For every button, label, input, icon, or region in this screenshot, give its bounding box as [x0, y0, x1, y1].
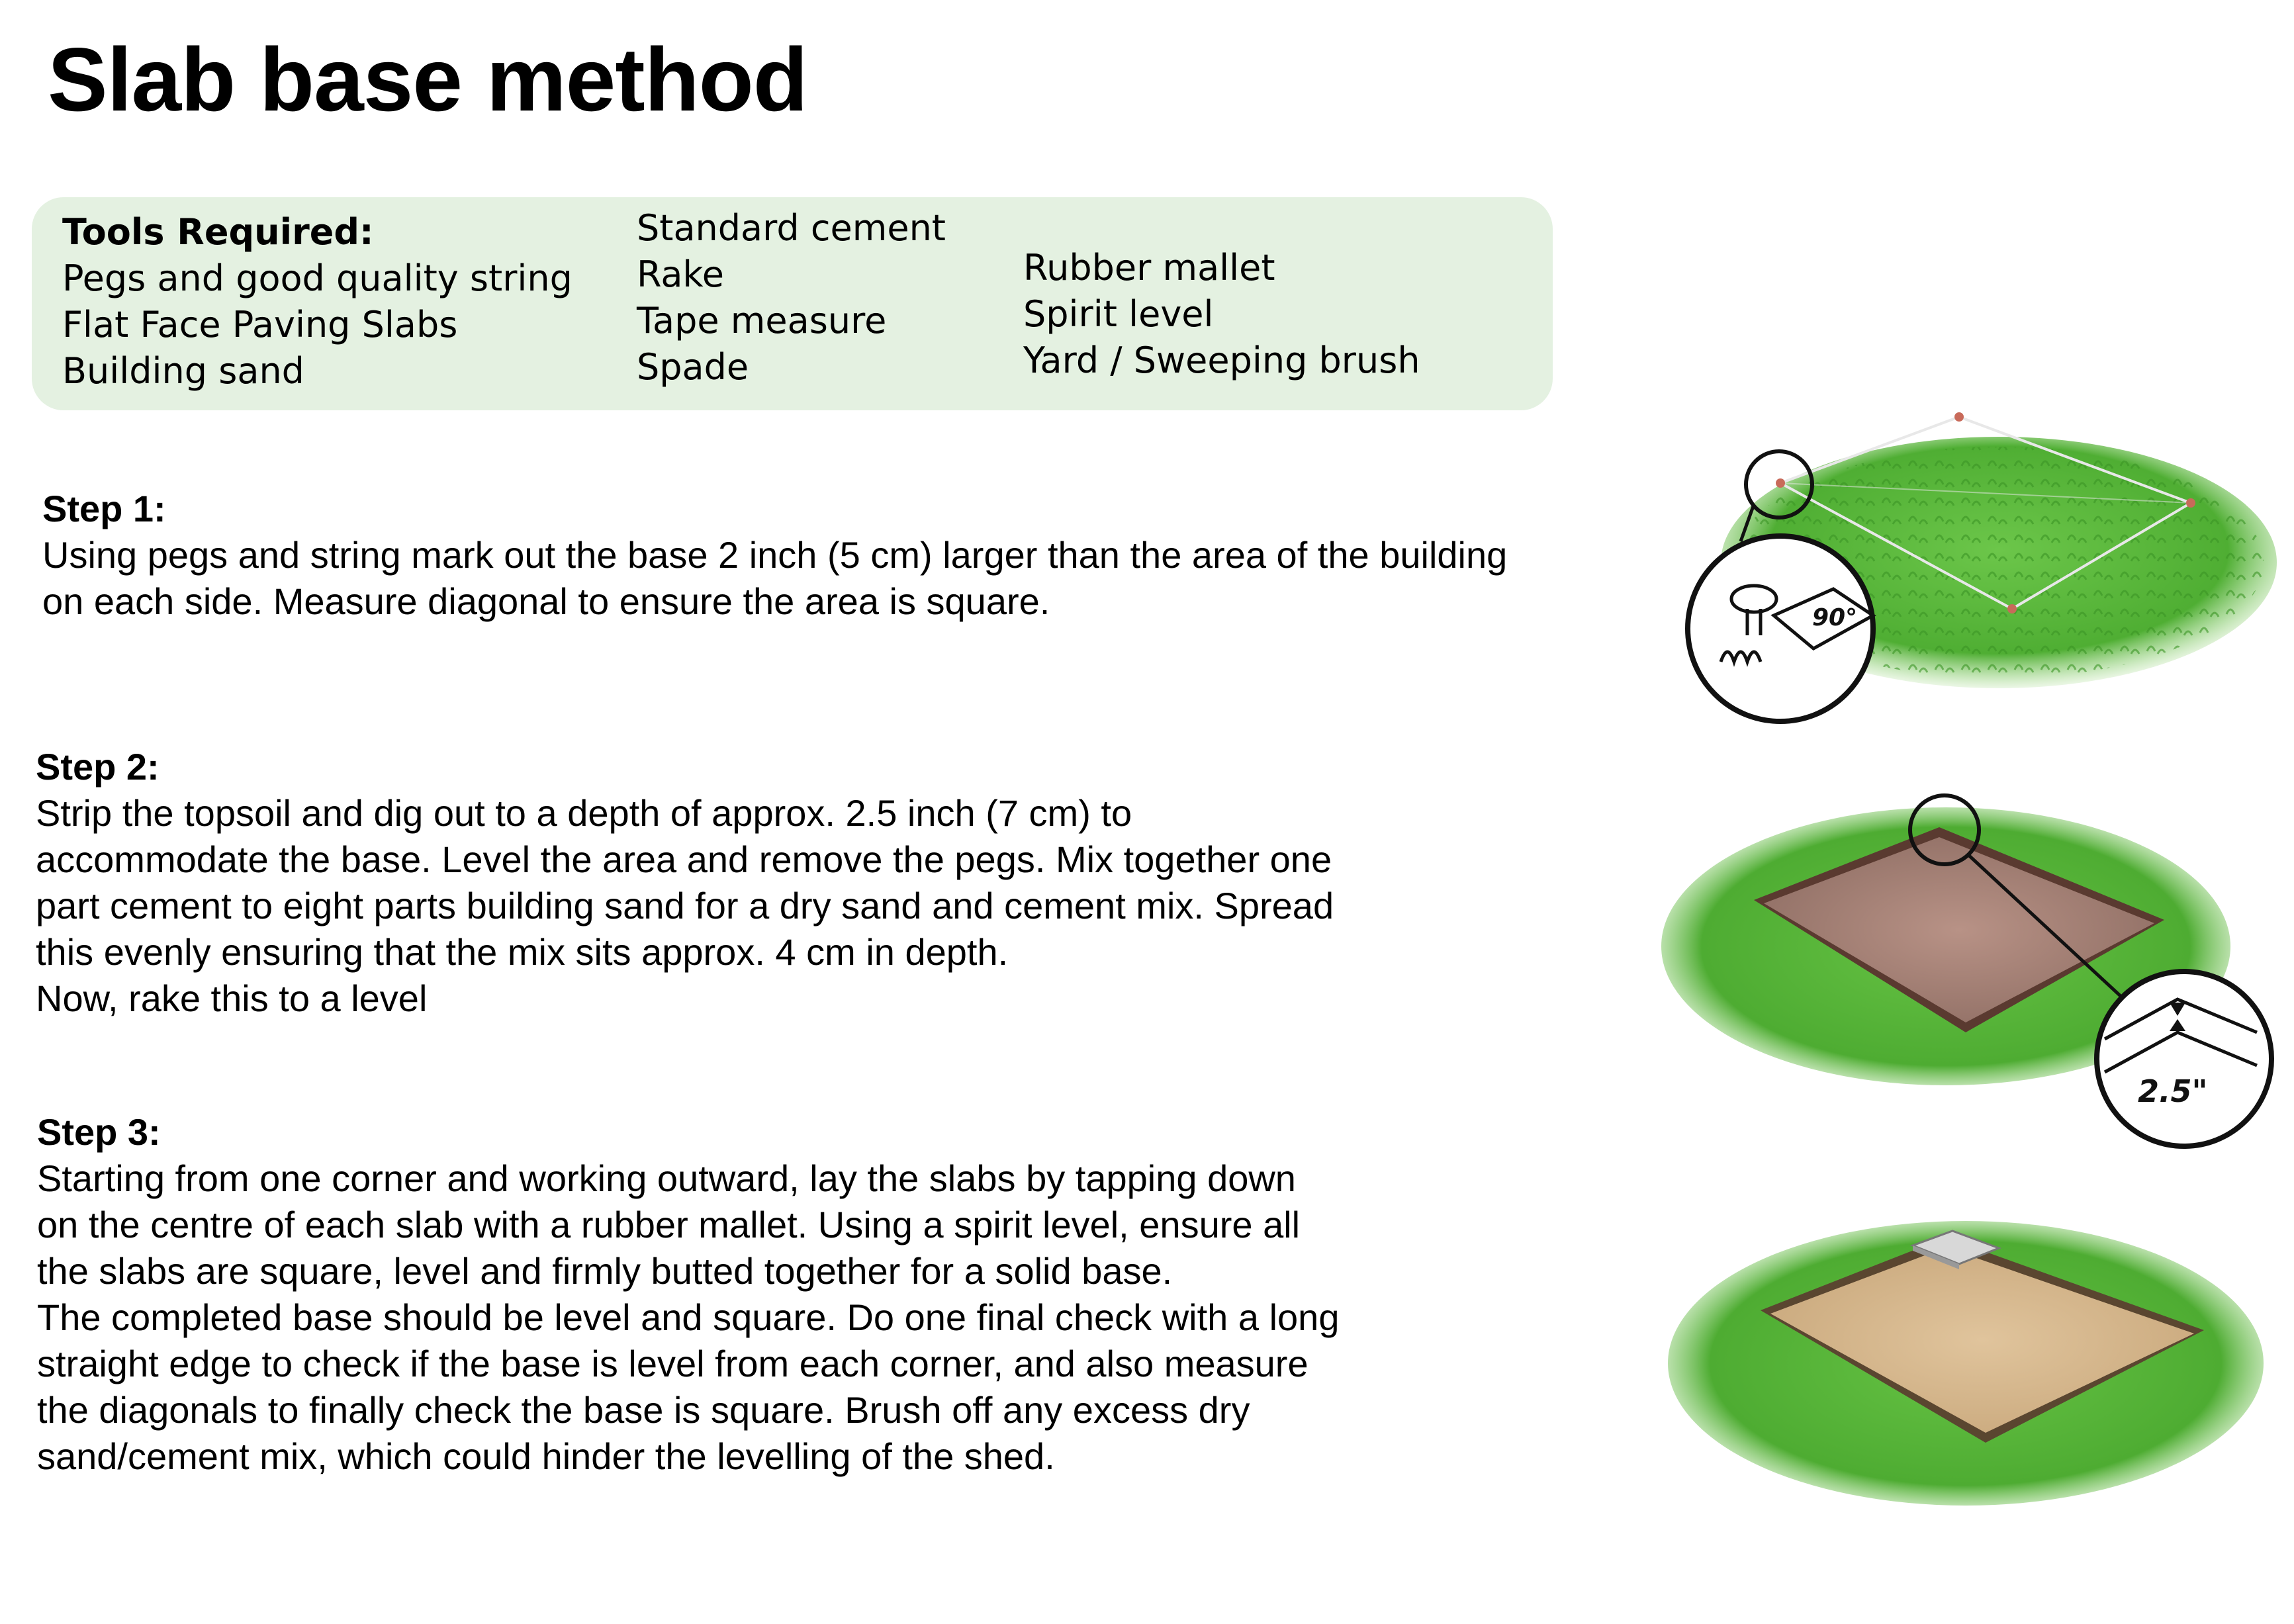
step-heading: Step 3:: [37, 1111, 161, 1153]
step-2: [36, 744, 1334, 1022]
step-line: accommodate the base. Level the area and remove the pegs. Mix together one: [36, 838, 1332, 880]
step-line: Now, rake this to a level: [36, 977, 428, 1019]
step-line: on the centre of each slab with a rubber mallet. Using a spirit level, ensure all: [37, 1204, 1301, 1245]
step3-illustration: [1655, 1198, 2290, 1542]
tool-item: Tape measure: [637, 300, 887, 341]
step-3: [37, 1109, 1339, 1480]
step-line: The completed base should be level and square. Do one final check with a long: [37, 1296, 1340, 1338]
tool-item: Building sand: [62, 350, 304, 392]
step-line: this evenly ensuring that the mix sits approx. 4 cm in depth.: [36, 931, 1009, 973]
step-heading: Step 1:: [42, 488, 166, 529]
step1-illustration: [1668, 397, 2277, 741]
tool-item: Standard cement: [637, 207, 946, 249]
step-1: [42, 486, 1507, 625]
step-line: on each side. Measure diagonal to ensure the area is square.: [42, 580, 1050, 622]
step-line: straight edge to check if the base is level from each corner, and also measure: [37, 1343, 1308, 1384]
depth-label: 2.5": [2138, 1073, 2208, 1109]
tools-required-panel: [32, 197, 1553, 410]
tool-item: Spade: [637, 346, 749, 388]
step-line: the slabs are square, level and firmly butted together for a solid base.: [37, 1250, 1173, 1292]
peg: [2186, 498, 2195, 508]
step-heading: Step 2:: [36, 746, 160, 788]
step-line: the diagonals to finally check the base is square. Brush off any excess dry: [37, 1389, 1250, 1431]
step-line: part cement to eight parts building sand for a dry sand and cement mix. Spread: [36, 885, 1334, 926]
peg: [1776, 478, 1785, 488]
step-line: sand/cement mix, which could hinder the levelling of the shed.: [37, 1435, 1055, 1477]
tools-column-2: [637, 205, 946, 390]
peg: [2007, 604, 2017, 613]
tools-header: Tools Required:: [62, 211, 374, 253]
tools-column-1: [62, 209, 573, 394]
tool-item: Pegs and good quality string: [62, 257, 573, 299]
angle-label: 90°: [1812, 604, 1858, 631]
tool-item: Rake: [637, 253, 724, 295]
step-line: Using pegs and string mark out the base 2 inch (5 cm) larger than the area of the building: [42, 534, 1508, 576]
step2-illustration: [1655, 788, 2290, 1158]
tool-item: Spirit level: [1023, 293, 1214, 335]
page-title: Slab base method: [48, 29, 807, 130]
peg: [1954, 412, 1964, 422]
tool-item: Yard / Sweeping brush: [1023, 339, 1420, 381]
step-line: Strip the topsoil and dig out to a depth of approx. 2.5 inch (7 cm) to: [36, 792, 1132, 834]
step-line: Starting from one corner and working outward, lay the slabs by tapping down: [37, 1157, 1296, 1199]
tools-column-3: [1023, 245, 1420, 384]
tool-item: Rubber mallet: [1023, 247, 1275, 289]
tool-item: Flat Face Paving Slabs: [62, 304, 458, 345]
